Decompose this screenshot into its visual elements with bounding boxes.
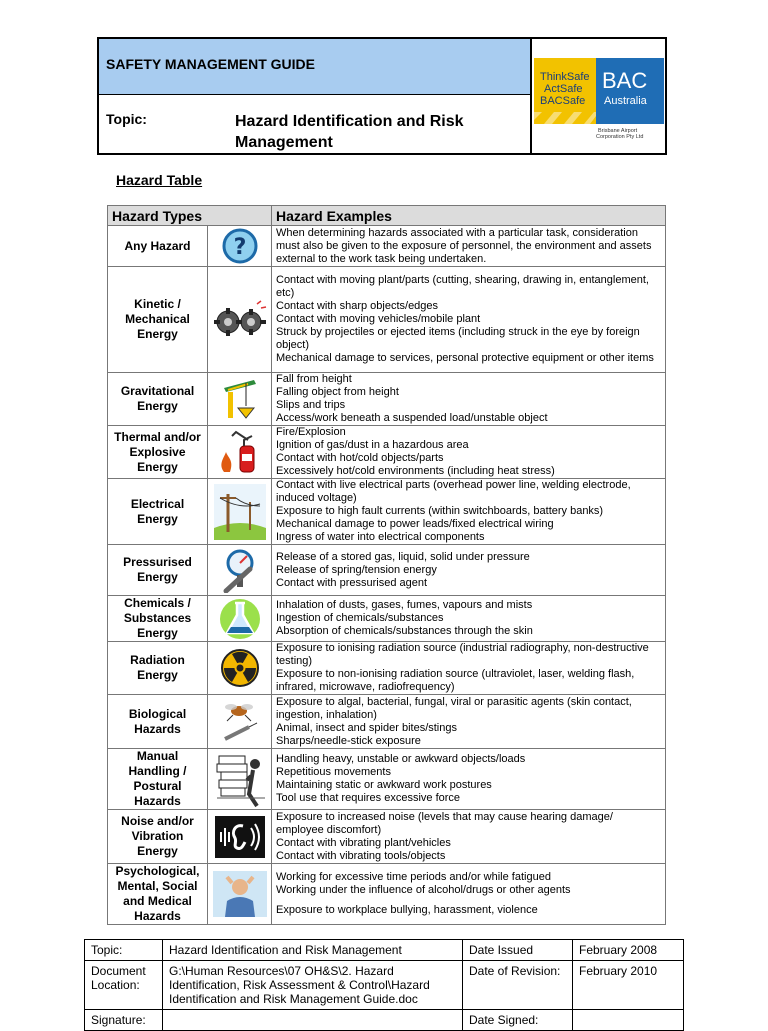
signature-label: Signature: [85, 1010, 163, 1031]
col-header-types: Hazard Types [108, 206, 272, 226]
table-row [108, 695, 666, 749]
example-line: Sharps/needle-stick exposure [276, 734, 421, 747]
hazard-examples [272, 267, 666, 373]
example-line: Contact with pressurised agent [276, 576, 428, 589]
example-line: Contact with sharp objects/edges [276, 300, 439, 312]
revision-label: Date of Revision: [463, 961, 573, 1010]
example-line: Mechanical damage to power leads/fixed electrical wiring [276, 518, 554, 530]
header-divider [530, 39, 532, 153]
hazard-table [107, 205, 666, 925]
footer-topic-label: Topic: [85, 940, 163, 961]
paper-stack-icon [208, 749, 272, 810]
logo-bac: BAC [602, 68, 648, 93]
header-band [99, 39, 530, 95]
example-line: Exposure to non-ionising radiation source (ultraviolet, laser, welding flash, infrared, microwave, radiofrequency) [276, 668, 635, 693]
hazard-examples [272, 373, 666, 426]
date-issued-value: February 2008 [573, 940, 684, 961]
logo-company-1: Brisbane Airport [598, 128, 638, 134]
hazard-examples [272, 226, 666, 267]
hazard-type: Psychological, Mental, Social and Medical Hazards [108, 864, 208, 925]
example-line: When determining hazards associated with a particular task, consideration must also be given to the exposure of personnel, the environment and assets external to the work task being undertaken. [276, 226, 652, 265]
table-row [108, 749, 666, 810]
example-line: Release of spring/tension energy [276, 563, 437, 576]
example-line: Fire/Explosion [276, 426, 346, 438]
hazard-examples [272, 810, 666, 864]
hazard-type: Gravitational Energy [108, 373, 208, 426]
table-row [108, 267, 666, 373]
hazard-examples [272, 479, 666, 545]
example-line: Contact with vibrating tools/objects [276, 849, 446, 862]
hazard-type: Kinetic / Mechanical Energy [108, 267, 208, 373]
example-line: Exposure to algal, bacterial, fungal, viral or parasitic agents (skin contact, ingestion, inhalation) [276, 695, 632, 721]
doc-location-value: G:\Human Resources\07 OH&S\2. Hazard Identification, Risk Assessment & Control\Hazard Identification and Risk Management Guide.doc [163, 961, 463, 1010]
guide-title: SAFETY MANAGEMENT GUIDE [106, 56, 315, 72]
example-line: Mechanical damage to services, personal protective equipment or other items [276, 352, 654, 364]
hazard-type: Radiation Energy [108, 642, 208, 695]
example-line: Contact with moving plant/parts (cutting, shearing, drawing in, entanglement, etc) [276, 274, 649, 299]
power-pole-icon [208, 479, 272, 545]
hazard-type: Biological Hazards [108, 695, 208, 749]
example-line: Exposure to increased noise (levels that may cause hearing damage/ employee discomfort) [276, 810, 613, 836]
table-row [108, 373, 666, 426]
bac-logo [534, 54, 666, 140]
table-row [108, 642, 666, 695]
hazard-examples [272, 695, 666, 749]
logo-company-2: Corporation Pty Ltd [596, 134, 644, 140]
example-line: Maintaining static or awkward work postures [276, 779, 492, 791]
hazard-type: Electrical Energy [108, 479, 208, 545]
insect-syringe-icon [208, 695, 272, 749]
col-header-examples: Hazard Examples [272, 206, 666, 226]
date-issued-label: Date Issued [463, 940, 573, 961]
example-line: Falling object from height [276, 386, 399, 398]
example-line: Contact with vibrating plant/vehicles [276, 836, 451, 849]
flask-icon [208, 596, 272, 642]
example-line: Tool use that requires excessive force [276, 792, 461, 804]
example-line: Exposure to workplace bullying, harassment, violence [276, 904, 538, 916]
example-line: Exposure to ionising radiation source (industrial radiography, non-destructive testing) [276, 642, 649, 667]
table-row [108, 226, 666, 267]
logo-thinksafe: ThinkSafe [540, 71, 590, 83]
example-line: Ingress of water into electrical components [276, 531, 485, 543]
example-line: Contact with live electrical parts (overhead power line, welding electrode, induced voltage) [276, 479, 631, 504]
revision-value: February 2010 [573, 961, 684, 1010]
logo-actsafe: ActSafe [544, 83, 583, 95]
table-row [85, 940, 684, 961]
footer-topic-value: Hazard Identification and Risk Management [163, 940, 463, 961]
hazard-examples [272, 426, 666, 479]
hazard-type: Thermal and/or Explosive Energy [108, 426, 208, 479]
example-line: Repetitious movements [276, 766, 391, 778]
hazard-type: Any Hazard [108, 226, 208, 267]
example-line: Working for excessive time periods and/or while fatigued [276, 871, 551, 883]
table-row [85, 961, 684, 1010]
table-row [108, 426, 666, 479]
table-row [108, 810, 666, 864]
example-line: Animal, insect and spider bites/stings [276, 721, 457, 734]
doc-location-label: Document Location: [85, 961, 163, 1010]
hazard-examples [272, 864, 666, 925]
fire-extinguisher-icon [208, 426, 272, 479]
document-header [97, 37, 667, 155]
hazard-examples [272, 545, 666, 596]
example-line: Working under the influence of alcohol/drugs or other agents [276, 884, 571, 896]
hazard-type: Chemicals / Substances Energy [108, 596, 208, 642]
hazard-examples [272, 642, 666, 695]
example-line: Struck by projectiles or ejected items (including struck in the eye by foreign object) [276, 326, 640, 351]
example-line: Absorption of chemicals/substances through the skin [276, 625, 533, 637]
example-line: Slips and trips [276, 399, 346, 411]
topic-title: Hazard Identification and Risk Management [235, 113, 464, 151]
example-line: Release of a stored gas, liquid, solid under pressure [276, 550, 530, 563]
example-line: Contact with moving vehicles/mobile plant [276, 313, 481, 325]
example-line: Ingestion of chemicals/substances [276, 612, 444, 624]
date-signed-label: Date Signed: [463, 1010, 573, 1031]
table-header-row [108, 206, 666, 226]
hazard-type: Manual Handling / Postural Hazards [108, 749, 208, 810]
example-line: Inhalation of dusts, gases, fumes, vapours and mists [276, 599, 533, 611]
table-row [85, 1010, 684, 1031]
hazard-type: Noise and/or Vibration Energy [108, 810, 208, 864]
stressed-person-icon [208, 864, 272, 925]
example-line: Contact with hot/cold objects/parts [276, 452, 444, 464]
table-row [108, 479, 666, 545]
table-row [108, 596, 666, 642]
crane-icon [208, 373, 272, 426]
example-line: Excessively hot/cold environments (including heat stress) [276, 465, 555, 477]
radiation-icon [208, 642, 272, 695]
example-line: Fall from height [276, 373, 352, 385]
example-line: Access/work beneath a suspended load/unstable object [276, 412, 548, 424]
table-row [108, 864, 666, 925]
ear-noise-icon [208, 810, 272, 864]
signature-value [163, 1010, 463, 1031]
example-line: Ignition of gas/dust in a hazardous area [276, 439, 469, 451]
hazard-examples [272, 596, 666, 642]
question-icon [208, 226, 272, 267]
gears-icon [208, 267, 272, 373]
document-control-table [84, 939, 684, 1031]
hazard-examples [272, 749, 666, 810]
example-line: Handling heavy, unstable or awkward objects/loads [276, 753, 526, 765]
hazard-type: Pressurised Energy [108, 545, 208, 596]
table-row [108, 545, 666, 596]
logo-australia: Australia [604, 95, 647, 107]
svg-text:?: ? [233, 235, 246, 260]
gauge-wrench-icon [208, 545, 272, 596]
logo-bacsafe: BACSafe [540, 95, 586, 107]
topic-label: Topic: [106, 111, 147, 127]
date-signed-value [573, 1010, 684, 1031]
example-line: Exposure to high fault currents (within switchboards, battery banks) [276, 505, 604, 517]
section-heading: Hazard Table [116, 172, 203, 188]
